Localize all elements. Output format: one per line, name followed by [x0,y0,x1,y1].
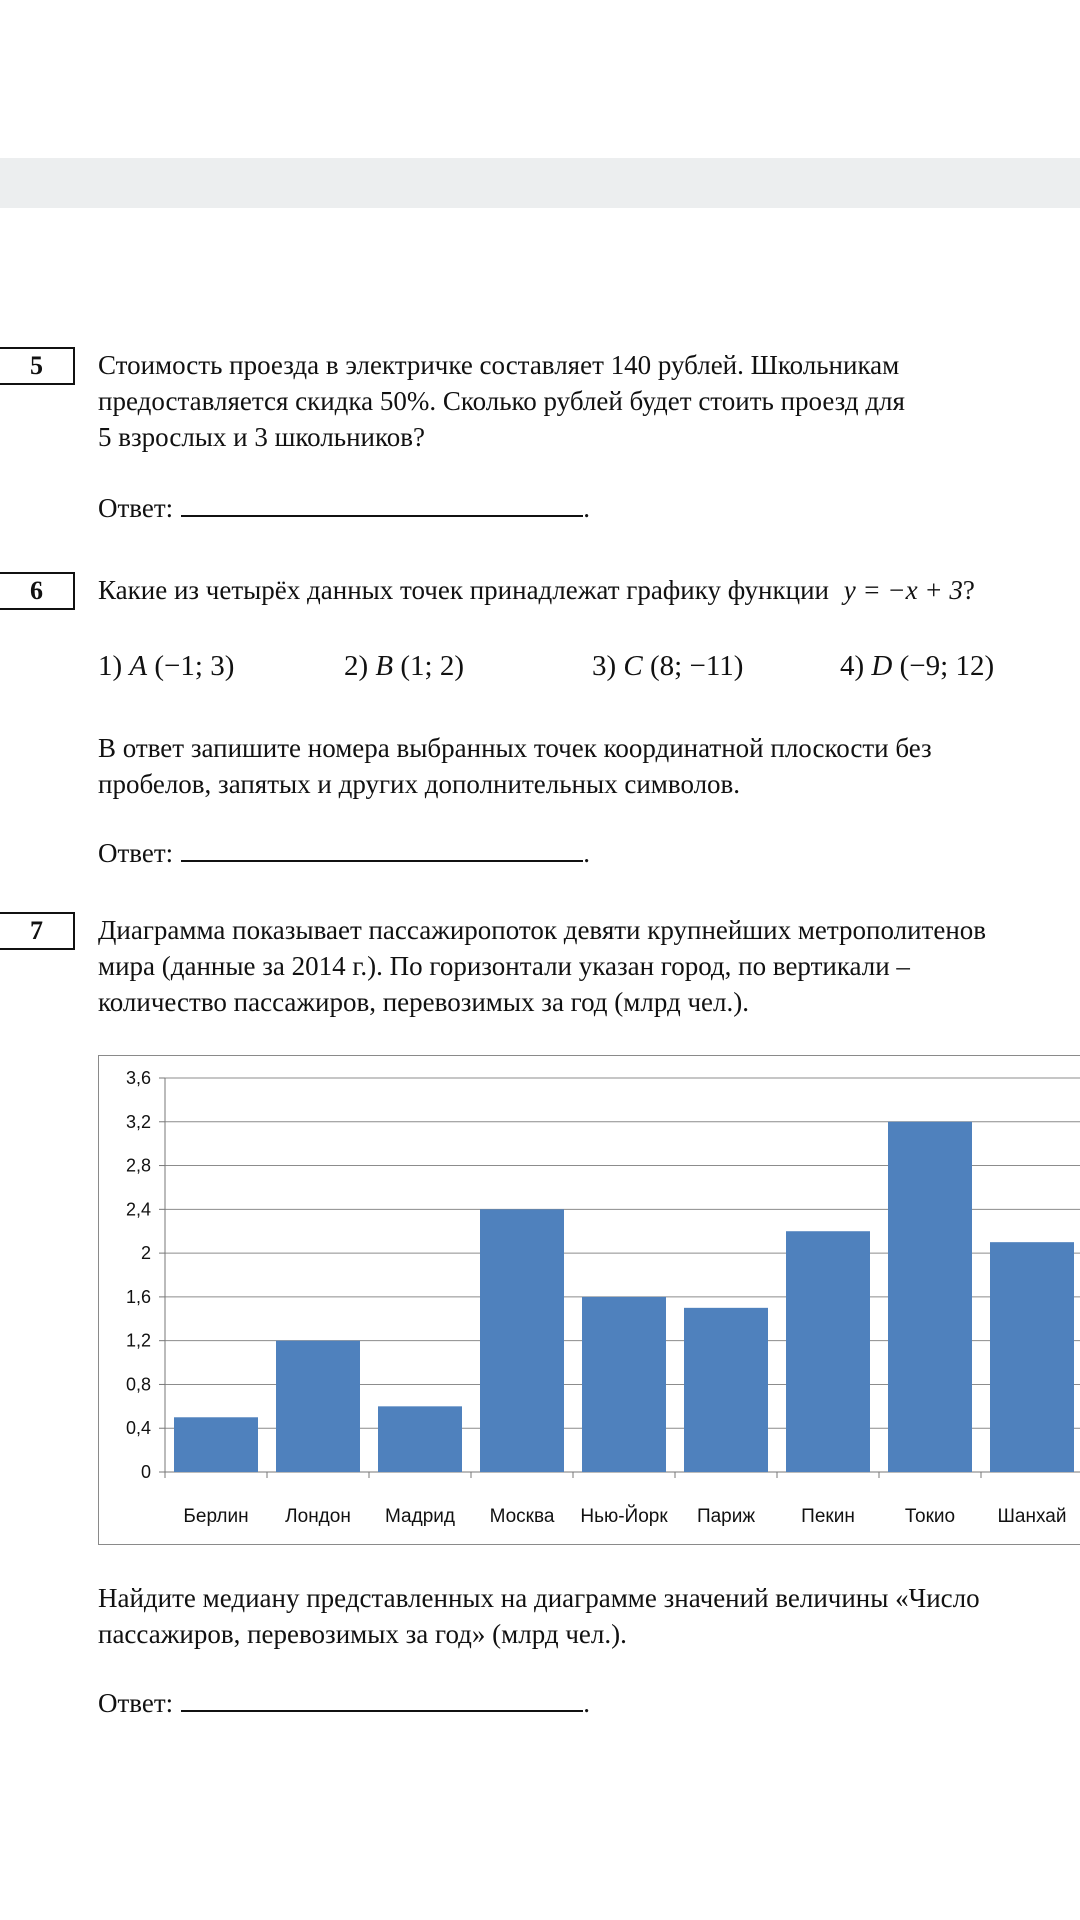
task-question [98,572,1080,608]
bar-6 [684,1308,768,1472]
answer-label: Ответ: [98,838,174,868]
text-line: В ответ запишите номера выбранных точек координатной плоскости без [98,733,932,763]
x-tick-label: Берлин [183,1506,249,1527]
bar-chart-svg [99,1056,1080,1546]
question-end: ? [962,575,975,605]
x-tick-label: Москва [489,1506,555,1527]
text-line: предоставляется скидка 50%. Сколько рублей будет стоить проезд для [98,386,905,416]
answer-end: . [583,1688,590,1718]
bar-2 [276,1341,360,1472]
text-line: Диаграмма показывает пассажиропоток девяти крупнейших метрополитенов [98,915,987,945]
y-tick-label: 0 [140,1462,151,1482]
y-tick-label: 2,4 [125,1199,151,1220]
x-tick-label: Токио [904,1506,956,1527]
answer-end: . [583,838,590,868]
y-tick-label: 2 [140,1243,151,1264]
option-number: 3) [592,650,617,682]
x-tick-label: Париж [696,1506,756,1527]
function-formula: y = −x + 3 [843,575,963,605]
answer-end: . [583,493,590,523]
text-line: пассажиров, перевозимых за год» (млрд чел.). [98,1619,627,1649]
point-coords: (−1; 3) [154,650,235,682]
bar-chart [98,1055,1080,1545]
answer-row [98,834,590,871]
point-name: B [375,650,394,682]
task-instruction [98,730,1080,802]
answer-label: Ответ: [98,493,174,523]
bar-1 [174,1417,258,1472]
task-text [98,347,1080,455]
x-tick-label: Пекин [801,1506,855,1527]
y-tick-label: 3,6 [125,1068,151,1088]
point-options [98,650,1080,694]
x-tick-label: Нью-Йорк [580,1506,668,1527]
point-coords: (8; −11) [650,650,744,682]
text-line: мира (данные за 2014 г.). По горизонтали указан город, по вертикали – [98,951,910,981]
x-tick-label: Шанхай [997,1506,1067,1527]
option-3 [592,650,743,683]
option-1 [98,650,234,683]
bar-4 [480,1209,564,1472]
bar-8 [888,1122,972,1472]
y-tick-label: 1,6 [125,1286,151,1307]
task-text [98,912,1080,1020]
y-tick-label: 3,2 [125,1111,151,1132]
bar-7 [786,1231,870,1472]
bar-9 [990,1242,1074,1472]
answer-label: Ответ: [98,1688,174,1718]
task-number: 6 [0,572,75,610]
bar-5 [582,1297,666,1472]
question-text: Какие из четырёх данных точек принадлежат графику функции [98,575,829,605]
x-tick-label: Мадрид [385,1506,455,1527]
answer-row [98,1684,590,1721]
task-7-question [98,1580,1080,1652]
y-tick-label: 2,8 [125,1155,151,1176]
option-4 [840,650,994,683]
text-line: количество пассажиров, перевозимых за год (млрд чел.). [98,987,750,1017]
answer-row [98,489,590,526]
point-coords: (−9; 12) [899,650,995,682]
task-number: 5 [0,347,75,385]
text-line: Найдите медиану представленных на диаграмме значений величины «Число [98,1583,980,1613]
text-line: пробелов, запятых и других дополнительных символов. [98,769,741,799]
answer-field[interactable] [181,834,583,862]
text-line: Стоимость проезда в электричке составляет 140 рублей. Школьникам [98,350,900,380]
task-number: 7 [0,912,75,950]
text-line: 5 взрослых и 3 школьников? [98,422,425,452]
point-name: C [623,650,643,682]
answer-field[interactable] [181,1684,583,1712]
point-name: A [129,650,148,682]
y-tick-label: 0,8 [125,1374,151,1395]
answer-field[interactable] [181,489,583,517]
header-band [0,158,1080,208]
option-number: 2) [344,650,369,682]
option-2 [344,650,464,683]
point-name: D [871,650,893,682]
y-tick-label: 1,2 [125,1330,151,1351]
bar-3 [378,1406,462,1472]
point-coords: (1; 2) [400,650,465,682]
option-number: 4) [840,650,865,682]
y-tick-label: 0,4 [125,1418,151,1439]
x-tick-label: Лондон [285,1506,351,1527]
option-number: 1) [98,650,123,682]
